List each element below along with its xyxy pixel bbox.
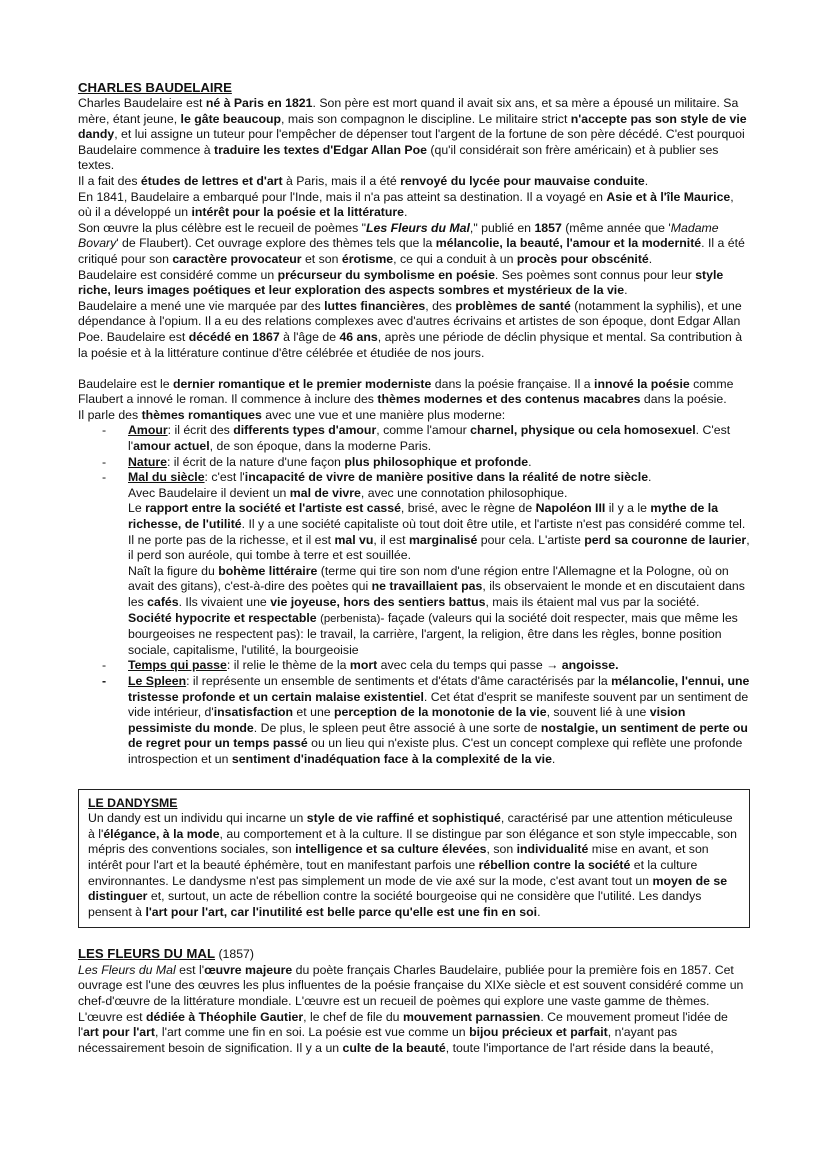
list-item: - Mal du siècle: c'est l'incapacité de vivre de manière positive dans la réalité de notre siècle. Avec Baudelaire il devient un mal de vivre, avec une connotation philosophique. Le rapport entre la société et l'artiste est cassé, brisé, avec le règne de Napoléon III il y a le mythe de la richesse, de l'utilité. Il y a une société capitaliste où tout doit être utile, et l'artiste n'est pas considéré comme tel. Il ne porte pas de la richesse, et il est mal vu, il est marginalisé pour cela. L'artiste perd sa couronne de laurier, il perd son auréole, qui tombe à terre et est souillée. Naît la figure du bohème littéraire (terme qui tire son nom d'une région entre l'Allemagne et la Pologne, où on avait des gitans), c'est-à-dire des poètes qui ne travaillaient pas, ils observaient le monde et en discutaient dans les cafés. Ils vivaient une vie joyeuse, hors des sentiers battus, mais ils étaient mal vus par la société. Société hypocrite et respectable (perbenista)- façade (valeurs qui la société doit respecter, mais que même les bourgeoises ne respectent pas): le travail, la carrière, l'argent, la religion, être dans les règles, bonne position sociale, capitalisme, l'utilité, la bourgeoisie (102, 470, 750, 657)
section-title-baudelaire: CHARLES BAUDELAIRE (78, 80, 232, 95)
fleurs-text: Les Fleurs du Mal est l'œuvre majeure du poète français Charles Baudelaire, publiée pour la première fois en 1857. Cet ouvrage est l'une des œuvres les plus influentes de la poésie française du XIXe siècle et est souvent considéré comme un chef-d'œuvre de la littérature mondiale. L'œuvre est un recueil de poèmes qui explore une vaste gamme de thèmes. L'œuvre est dédiée à Théophile Gautier, le chef de file du mouvement parnassien. Ce mouvement promeut l'idée de l'art pour l'art, l'art comme une fin en soi. La poésie est vue comme un bijou précieux et parfait, n'ayant pas nécessairement besoin de signification. Il y a un culte de la beauté, toute l'importance de l'art réside dans la beauté, (78, 962, 744, 1055)
baudelaire-modernity: Baudelaire est le dernier romantique et le premier moderniste dans la poésie française. Il a innové la poésie comme Flaubert a innové le roman. Il commence à inclure des thèmes modernes et des contenus macabres dans la poésie. Il parle des thèmes romantiques avec une vue et une manière plus moderne: (78, 376, 734, 422)
document-content (78, 80, 750, 1056)
themes-list (78, 423, 750, 767)
list-item: - Temps qui passe: il relie le thème de la mort avec cela du temps qui passe → angoisse. (102, 658, 619, 673)
list-item: - Le Spleen: il représente un ensemble de sentiments et d'états d'âme caractérisés par la mélancolie, l'ennui, une tristesse profonde et un certain malaise existentiel. Cet état d'esprit se manifeste souvent par un sentiment de vide intérieur, d'insatisfaction et une perception de la monotonie de la vie, souvent lié à une vision pessimiste du monde. De plus, le spleen peut être associé à une sorte de nostalgie, un sentiment de perte ou de regret pour un temps passé ou un lieu qui n'existe plus. C'est un concept complexe qui reflète une profonde introspection et un sentiment d'inadéquation face à la complexité de la vie. (102, 673, 750, 766)
list-item: - Amour: il écrit des differents types d'amour, comme l'amour charnel, physique ou cela homosexuel. C'est l'amour actuel, de son époque, dans la moderne Paris. (102, 423, 731, 454)
section-title-fleurs: LES FLEURS DU MAL (1857) (78, 946, 254, 962)
baudelaire-biography: Charles Baudelaire est né à Paris en 1821. Son père est mort quand il avait six ans, et sa mère a épousé un militaire. Sa mère, étant jeune, le gâte beaucoup, mais son compagnon le discipline. Le militaire strict n'accepte pas son style de vie dandy, et lui assigne un tuteur pour l'empêcher de dépenser tout l'argent de la fortune de son père décédé. C'est pourquoi Baudelaire commence à traduire les textes d'Edgar Allan Poe (qu'il considérait son frère américain) et à publier ses textes. Il a fait des études de lettres et d'art à Paris, mais il a été renvoyé du lycée pour mauvaise conduite. En 1841, Baudelaire a embarqué pour l'Inde, mais il n'a pas atteint sa destination. Il a voyagé en Asie et à l'île Maurice, où il a développé un intérêt pour la poésie et la littérature. Son œuvre la plus célèbre est le recueil de poèmes "Les Fleurs du Mal," publié en 1857 (même année que 'Madame Bovary' de Flaubert). Cet ouvrage explore des thèmes tels que la mélancolie, la beauté, l'amour et la modernité. Il a été critiqué pour son caractère provocateur et son érotisme, ce qui a conduit à un procès pour obscénité. Baudelaire est considéré comme un précurseur du symbolisme en poésie. Ses poèmes sont connus pour leur style riche, leurs images poétiques et leur exploration des aspects sombres et mystérieux de la vie. Baudelaire a mené une vie marquée par des luttes financières, des problèmes de santé (notamment la syphilis), et une dépendance à l'opium. Il a eu des relations complexes avec d'autres écrivains et artistes de son époque, dont Edgar Allan Poe. Baudelaire est décédé en 1867 à l'âge de 46 ans, après une période de déclin physique et mental. Sa contribution à la poésie et à la littérature continue d'être célébrée et étudiée de nos jours. (78, 96, 747, 360)
dandysme-box (78, 789, 750, 929)
list-item: - Nature: il écrit de la nature d'une façon plus philosophique et profonde. (102, 454, 532, 469)
section-title-dandysme: LE DANDYSME (88, 795, 178, 810)
dandysme-text: Un dandy est un individu qui incarne un style de vie raffiné et sophistiqué, caractérisé par une attention méticuleuse à l'élégance, à la mode, au comportement et à la culture. Il se distingue par son élégance et son style impeccable, son mépris des conventions sociales, son intelligence et sa culture élevées, son individualité mise en avant, et son intérêt pour l'art et la beauté éphémère, tout en manifestant parfois une rébellion contre la société et la culture environnantes. Le dandysme n'est pas simplement un mode de vie axé sur la mode, c'est avant tout un moyen de se distinguer et, surtout, un acte de rébellion contre la société bourgeoise qui ne considère que l'utilité. Les dandys pensent à l'art pour l'art, car l'inutilité est belle parce qu'elle est une fin en soi. (88, 811, 737, 919)
